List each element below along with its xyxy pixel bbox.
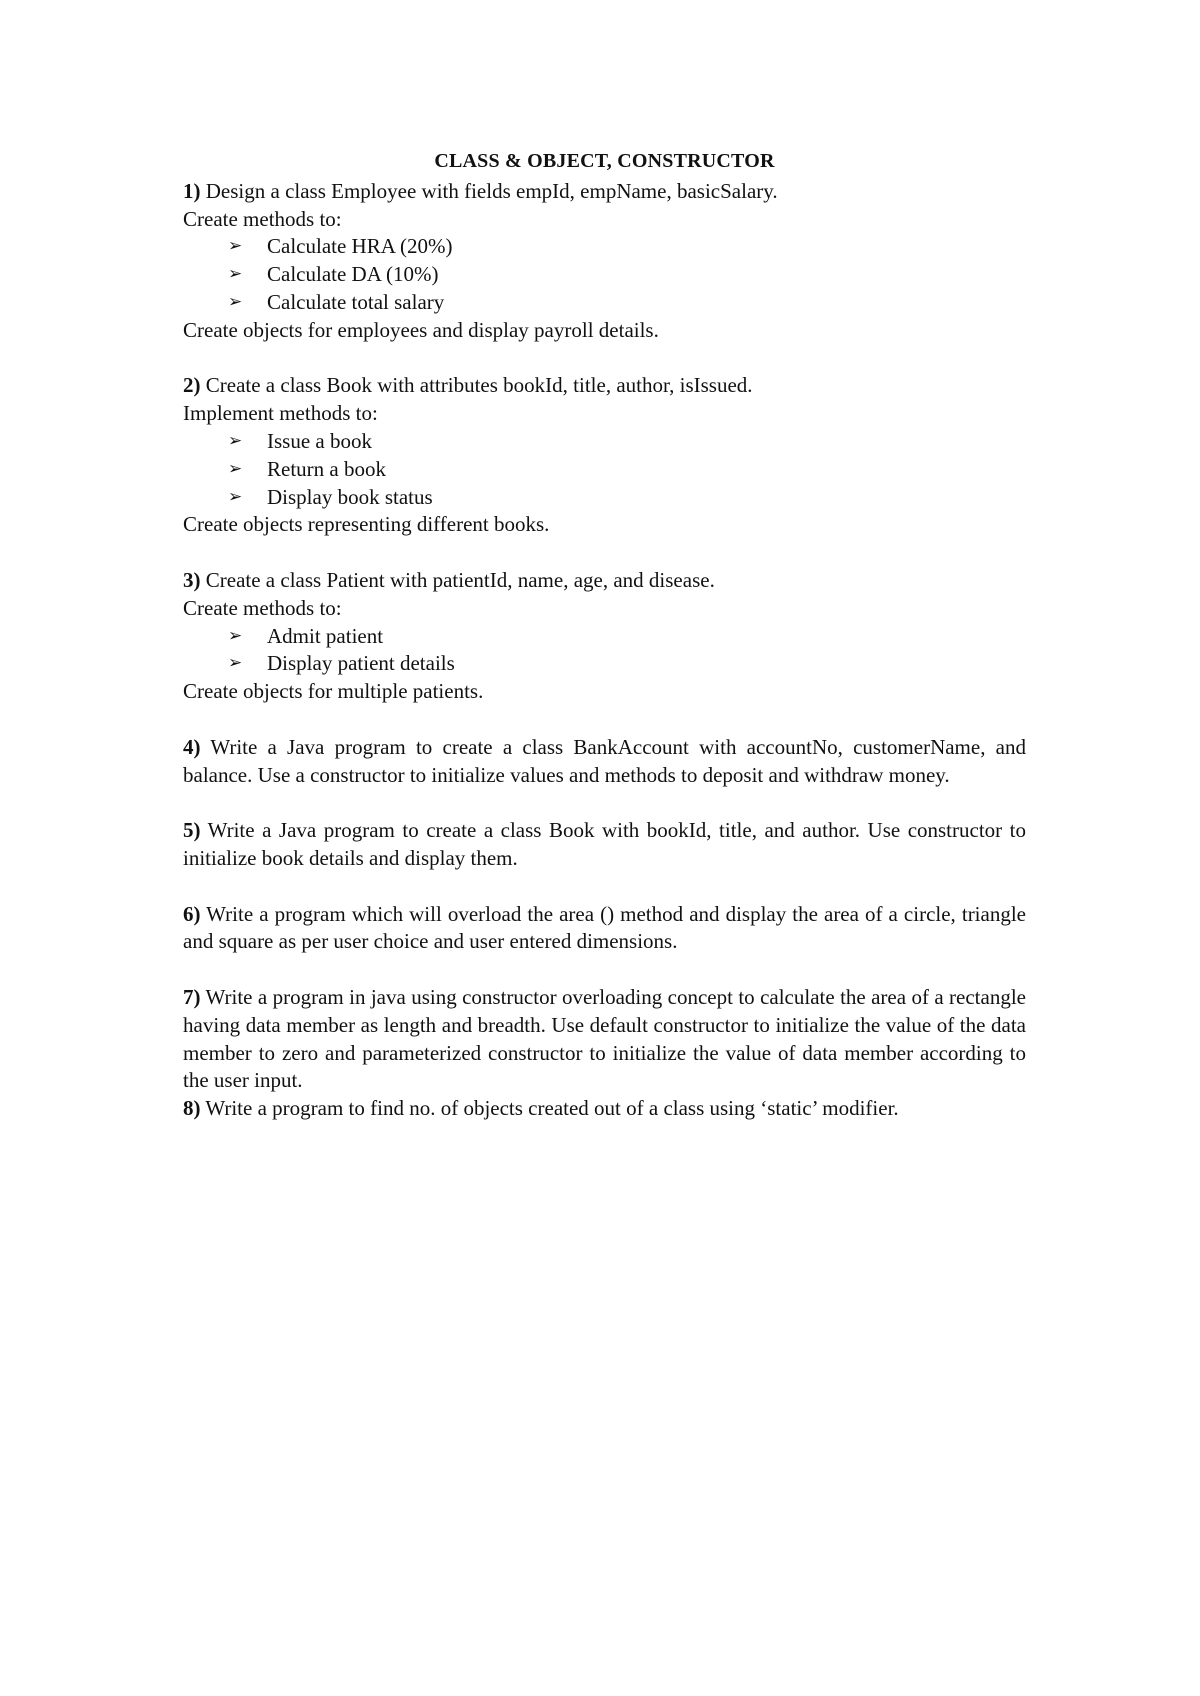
question-7 (183, 984, 1026, 1095)
list-item: ➢ Display book status (228, 484, 1026, 512)
question-1-statement (183, 178, 1026, 206)
question-1 (183, 178, 1026, 345)
question-3-closing: Create objects for multiple patients. (183, 679, 484, 704)
list-item: ➢ Calculate HRA (20%) (228, 233, 1026, 261)
question-2-text: Create a class Book with attributes bookId, title, author, isIssued. (200, 373, 753, 398)
arrow-bullet-icon: ➢ (228, 625, 243, 646)
arrow-bullet-icon: ➢ (228, 430, 243, 451)
arrow-bullet-icon: ➢ (228, 653, 243, 674)
question-6-number: 6) (183, 901, 201, 926)
question-4-number: 4) (183, 734, 201, 759)
question-5-statement (183, 817, 1026, 873)
list-item: ➢ Calculate total salary (228, 289, 1026, 317)
arrow-bullet-icon: ➢ (228, 236, 243, 257)
question-7-number: 7) (183, 984, 201, 1009)
list-item: ➢ Issue a book (228, 428, 1026, 456)
question-6 (183, 901, 1026, 957)
question-1-number: 1) (183, 178, 201, 203)
document-page (183, 148, 1026, 1123)
question-3-number: 3) (183, 567, 201, 592)
question-1-text: Design a class Employee with fields empId, empName, basicSalary. (200, 178, 778, 203)
question-5 (183, 817, 1026, 873)
question-1-closing: Create objects for employees and display payroll details. (183, 317, 659, 342)
list-item: ➢ Calculate DA (10%) (228, 261, 1026, 289)
question-1-bullets (183, 233, 1026, 316)
question-3-bullets (183, 623, 1026, 679)
document-title: CLASS & OBJECT, CONSTRUCTOR (434, 150, 775, 172)
question-2-intro: Implement methods to: (183, 401, 378, 426)
question-2-number: 2) (183, 373, 201, 398)
question-8-number: 8) (183, 1096, 201, 1121)
question-7-statement (183, 984, 1026, 1095)
question-2 (183, 372, 1026, 539)
list-item: ➢ Return a book (228, 456, 1026, 484)
question-5-number: 5) (183, 818, 201, 843)
question-3-text: Create a class Patient with patientId, name, age, and disease. (200, 567, 715, 592)
arrow-bullet-icon: ➢ (228, 458, 243, 479)
question-8-statement (183, 1095, 1026, 1123)
question-2-bullets (183, 428, 1026, 511)
arrow-bullet-icon: ➢ (228, 291, 243, 312)
list-item: ➢ Admit patient (228, 623, 1026, 651)
question-4-statement (183, 734, 1026, 790)
question-8-text: Write a program to find no. of objects created out of a class using ‘static’ modifier. (200, 1096, 899, 1121)
question-4 (183, 734, 1026, 790)
list-item: ➢ Display patient details (228, 650, 1026, 678)
question-3 (183, 567, 1026, 706)
question-7-text: Write a program in java using constructor overloading concept to calculate the area of a rectangle having data member as length and breadth. Use default constructor to initialize the value of the data member to zero and parameterized constructor to initialize the value of data member according to the user input. (183, 984, 1026, 1093)
question-5-text: Write a Java program to create a class Book with bookId, title, and author. Use constructor to initialize book details and display them. (183, 818, 1026, 870)
question-3-statement (183, 567, 1026, 595)
arrow-bullet-icon: ➢ (228, 264, 243, 285)
question-1-intro: Create methods to: (183, 206, 342, 231)
arrow-bullet-icon: ➢ (228, 486, 243, 507)
question-6-text: Write a program which will overload the area () method and display the area of a circle, triangle and square as per user choice and user entered dimensions. (183, 901, 1026, 954)
question-8 (183, 1095, 1026, 1123)
question-4-text: Write a Java program to create a class BankAccount with accountNo, customerName, and balance. Use a constructor to initialize values and methods to deposit and withdraw money. (183, 734, 1026, 787)
question-2-closing: Create objects representing different books. (183, 512, 550, 537)
question-6-statement (183, 901, 1026, 957)
question-2-statement (183, 372, 1026, 400)
question-3-intro: Create methods to: (183, 595, 342, 620)
